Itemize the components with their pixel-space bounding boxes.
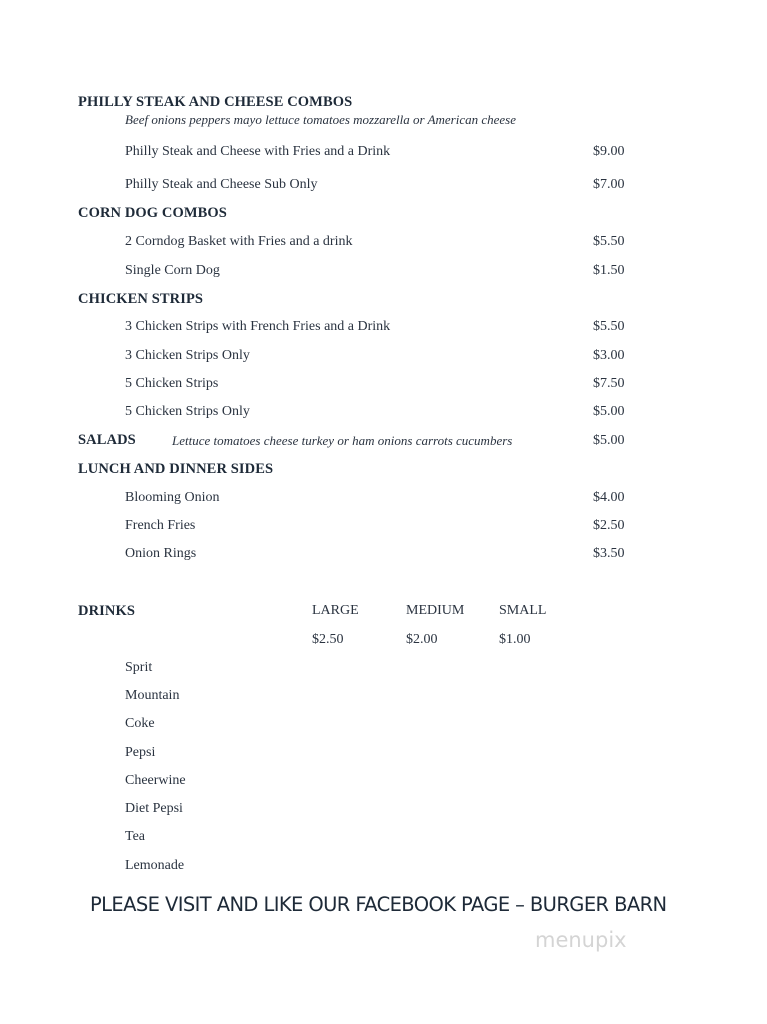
drink-item: Lemonade <box>125 858 185 873</box>
drink-size-price: $2.50 <box>312 632 344 647</box>
menu-item-name: Onion Rings <box>125 546 197 561</box>
menu-item-price: $5.00 <box>593 433 625 448</box>
drink-size-label: MEDIUM <box>406 603 465 618</box>
menu-item-name: 5 Chicken Strips <box>125 376 219 391</box>
facebook-footer-text: PLEASE VISIT AND LIKE OUR FACEBOOK PAGE – BURGER BARN <box>90 893 667 916</box>
menu-item-price: $5.50 <box>593 234 625 249</box>
menu-item-name: 3 Chicken Strips with French Fries and a Drink <box>125 319 391 334</box>
menu-item-price: $2.50 <box>593 518 625 533</box>
menu-item-price: $5.50 <box>593 319 625 334</box>
section-heading-chicken-strips: CHICKEN STRIPS <box>78 291 204 307</box>
menupix-watermark: menupix <box>535 928 627 952</box>
menu-item-price: $5.00 <box>593 404 625 419</box>
section-heading-corn-dog: CORN DOG COMBOS <box>78 205 227 221</box>
drink-size-price: $1.00 <box>499 632 531 647</box>
menu-item-name: 3 Chicken Strips Only <box>125 348 250 363</box>
section-description-philly: Beef onions peppers mayo lettuce tomatoes mozzarella or American cheese <box>125 112 516 127</box>
drink-size-label: SMALL <box>499 603 547 618</box>
drink-item: Mountain <box>125 688 180 703</box>
drink-item: Coke <box>125 716 155 731</box>
section-description-salads: Lettuce tomatoes cheese turkey or ham onions carrots cucumbers <box>172 433 513 448</box>
drink-item: Tea <box>125 829 146 844</box>
menu-item-price: $1.50 <box>593 263 625 278</box>
menu-item-price: $3.00 <box>593 348 625 363</box>
menu-item-price: $4.00 <box>593 490 625 505</box>
menu-item-name: Single Corn Dog <box>125 263 220 278</box>
drink-size-price: $2.00 <box>406 632 438 647</box>
section-heading-salads: SALADS <box>78 432 136 448</box>
menu-item-name: 2 Corndog Basket with Fries and a drink <box>125 234 353 249</box>
drink-item: Diet Pepsi <box>125 801 183 816</box>
section-heading-philly: PHILLY STEAK AND CHEESE COMBOS <box>78 94 353 110</box>
menu-item-name: 5 Chicken Strips Only <box>125 404 250 419</box>
menu-item-name: Blooming Onion <box>125 490 220 505</box>
drink-item: Sprit <box>125 660 153 675</box>
menu-item-price: $3.50 <box>593 546 625 561</box>
drink-item: Cheerwine <box>125 773 186 788</box>
menu-item-price: $7.50 <box>593 376 625 391</box>
menu-item-price: $7.00 <box>593 177 625 192</box>
drink-size-label: LARGE <box>312 603 359 618</box>
menu-item-name: Philly Steak and Cheese Sub Only <box>125 177 318 192</box>
menu-item-name: French Fries <box>125 518 196 533</box>
section-heading-drinks: DRINKS <box>78 603 135 619</box>
section-heading-sides: LUNCH AND DINNER SIDES <box>78 461 274 477</box>
menu-item-name: Philly Steak and Cheese with Fries and a Drink <box>125 144 391 159</box>
drink-item: Pepsi <box>125 745 156 760</box>
menu-item-price: $9.00 <box>593 144 625 159</box>
